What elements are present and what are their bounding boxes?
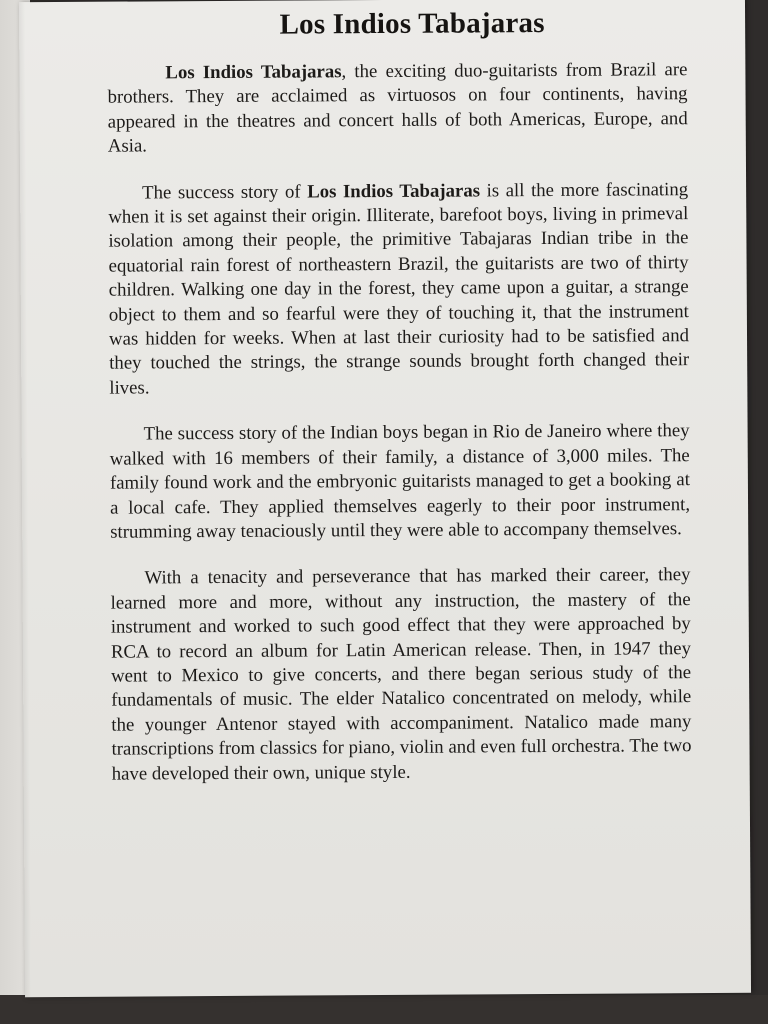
document-page (19, 0, 751, 997)
page-title: Los Indios Tabajaras (279, 7, 545, 41)
paragraph-2 (108, 178, 689, 401)
paragraph-4 (110, 563, 691, 786)
backdrop-bottom (0, 995, 768, 1024)
document-body (107, 58, 692, 808)
paragraph-4-text: With a tenacity and perseverance that has marked their career, they learned more and more, without any instruction, the mastery of the instrument and worked to such good effect that they were approached by RCA to record an album for Latin American release. Then, in 1947 they went to Mexico to give concerts, and there began serious study of the fundamentals of music. The elder Natalico concentrated on melody, while the younger Antenor stayed with accompaniment. Natalico made many transcriptions from classics for piano, violin and even full orchestra. The two have developed their own, unique style. (110, 564, 692, 785)
paragraph-3 (110, 419, 691, 545)
paragraph-2-pre: The success story of (142, 181, 308, 204)
paragraph-3-text: The success story of the Indian boys began in Rio de Janeiro where they walked with 16 members of their family, a distance of 3,000 miles. The family found work and the embryonic guitarists managed to get a booking at a local cafe. They applied themselves eagerly to their poor instrument, strumming away tenaciously until they were able to accompany themselves. (109, 420, 691, 543)
paragraph-2-text: is all the more fascinating when it is set against their origin. Illiterate, barefoot boys, living in primeval isolation among their people, the primitive Tabajaras Indian tribe in the equatorial rain forest of northeastern Brazil, the guitarists are two of thirty children. Walking one day in the forest, they came upon a guitar, a strange object to them and so fearful were they of touching it, that the instrument was hidden for weeks. When at last their curiosity had to be satisfied and they touched the strings, the strange sounds brought forth changed their lives. (108, 178, 690, 399)
paragraph-1 (107, 58, 688, 159)
paragraph-2-bold: Los Indios Tabajaras (307, 180, 481, 203)
paragraph-1-lead-bold: Los Indios Tabajaras (165, 61, 342, 84)
paragraph-1-text: , the exciting duo-guitarists from Brazil are brothers. They are acclaimed as virtuosos on four continents, having appeared in the theatres and concert halls of both Americas, Europe, and Asia. (107, 59, 688, 157)
